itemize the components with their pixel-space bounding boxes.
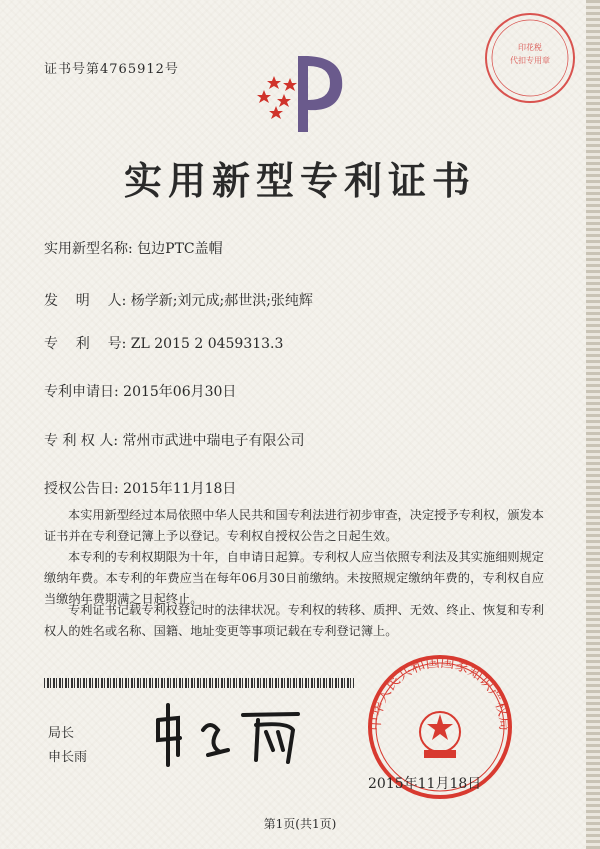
- sipo-logo-icon: [250, 50, 360, 136]
- issue-date: 2015年11月18日: [368, 776, 482, 792]
- barcode: [44, 678, 354, 688]
- svg-text:代扣专用章: 代扣专用章: [510, 56, 550, 65]
- patent-number: ZL 2015 2 0459313.3: [130, 336, 284, 352]
- inventors: 杨学新;刘元成;郝世洪;张纯辉: [130, 293, 313, 309]
- seal-text: 中华人民共和国国家知识产权局: [367, 654, 513, 732]
- apply-date: 2015年06月30日: [123, 384, 237, 400]
- patent-holder: 常州市武进中瑞电子有限公司: [122, 433, 305, 449]
- page-number: 第1页(共1页): [263, 817, 337, 831]
- body-paragraph-3: 专利证书记载专利权登记时的法律状况。专利权的转移、质押、无效、终止、恢复和专利权人的姓名或名称、国籍、地址变更等事项记载在专利登记簿上。: [44, 603, 544, 638]
- field-name: 实用新型名称: 包边PTC盖帽: [44, 241, 223, 257]
- body-paragraph-1: 本实用新型经过本局依照中华人民共和国专利法进行初步审查，决定授予专利权，颁发本证书并在专利登记簿上予以登记。专利权自授权公告之日起生效。: [44, 508, 544, 543]
- signature-name: 申长雨: [48, 750, 88, 765]
- field-apply-date: 专利申请日: 2015年06月30日: [44, 384, 237, 400]
- grant-date: 2015年11月18日: [123, 481, 237, 497]
- utility-model-name: 包边PTC盖帽: [137, 241, 223, 257]
- field-inventor: 发 明 人: 杨学新;刘元成;郝世洪;张纯辉: [44, 293, 313, 309]
- handwritten-signature: [148, 700, 318, 770]
- page-title: 实用新型专利证书: [123, 158, 476, 203]
- certificate-number: 证书号第4765912号: [44, 62, 179, 77]
- tax-stamp-icon: [480, 8, 580, 108]
- body-paragraph-2: 本专利的专利权期限为十年，自申请日起算。专利权人应当依照专利法及其实施细则规定缴纳年费。本专利的年费应当在每年06月30日前缴纳。未按照规定缴纳年费的，专利权自应当缴纳年费期满之日起终止。: [44, 550, 544, 606]
- svg-text:印花税: 印花税: [518, 43, 542, 52]
- field-grant-date: 授权公告日: 2015年11月18日: [44, 481, 237, 497]
- decorative-border: [586, 0, 600, 849]
- signature-title: 局长: [48, 726, 75, 741]
- field-patent-no: 专 利 号: ZL 2015 2 0459313.3: [44, 336, 284, 352]
- field-holder: 专 利 权 人: 常州市武进中瑞电子有限公司: [44, 433, 305, 449]
